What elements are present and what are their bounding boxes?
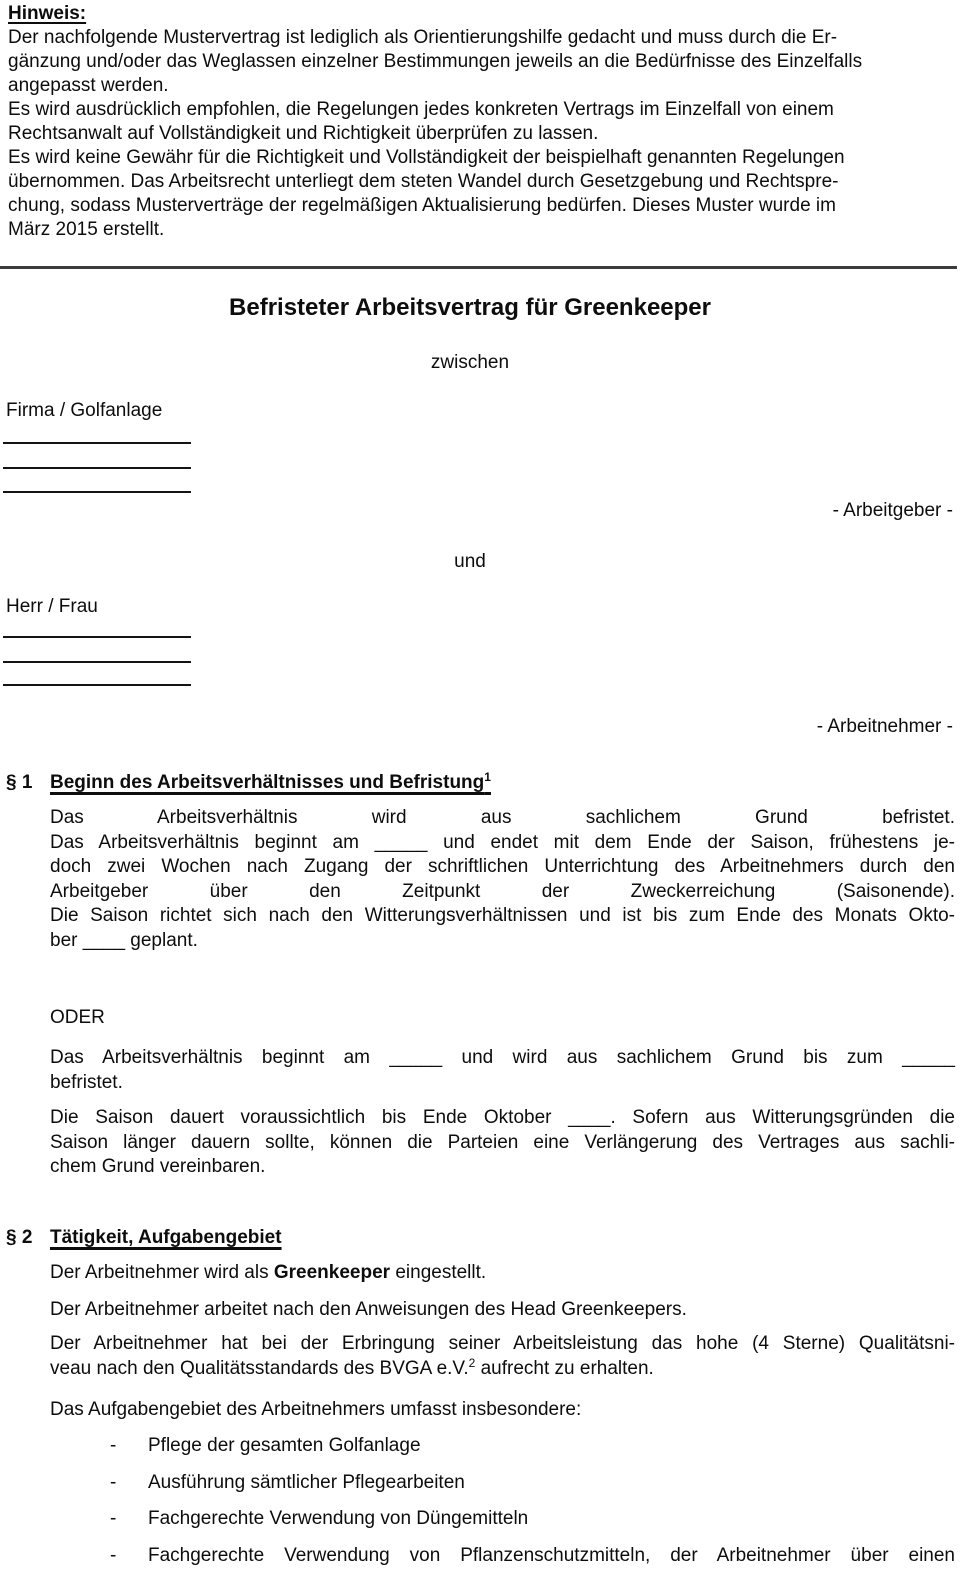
paragraph-line: Das Arbeitsverhältnis beginnt am _____ und wird aus sachlichem Grund bis zum _____ [50,1047,955,1068]
oder-label [50,1006,955,1031]
paragraph-line [50,1261,955,1286]
paragraph-line: doch zwei Wochen nach Zugang der schriftlichen Unterrichtung des Arbeitnehmers durch den [50,856,955,877]
task-list-item-text: Fachgerechte Verwendung von Düngemitteln [148,1508,529,1529]
paragraph-text: aufrecht zu erhalten. [475,1357,654,1379]
bullet-dash: - [110,1545,117,1566]
paragraph-line: chem Grund vereinbaren. [50,1156,266,1177]
notice-line: Es wird keine Gewähr für die Richtigkeit und Vollständigkeit der beispielhaft genannten Regelungen [8,147,845,168]
section-2-paragraph-4 [50,1398,955,1423]
contract-title: Befristeter Arbeitsvertrag für Greenkeeper [229,294,711,321]
employee-role-label: - Arbeitnehmer - [816,716,953,737]
employee-signature-line [3,684,191,686]
footnote-ref-1: 1 [484,770,491,784]
paragraph-text: Der Arbeitnehmer wird als [50,1262,274,1283]
notice-line: Der nachfolgende Mustervertrag ist lediglich als Orientierungshilfe gedacht und muss durch die Er- [8,27,838,48]
section-2-paragraph-1 [50,1261,955,1286]
task-list-item-text: Fachgerechte Verwendung von Pflanzenschutzmitteln, der Arbeitnehmer über einen [148,1545,955,1566]
section-1-paragraph-2 [50,1046,955,1095]
paragraph-line: Arbeitgeber über den Zeitpunkt der Zweckerreichung (Saisonende). [50,880,955,902]
employer-role-label: - Arbeitgeber - [832,500,953,521]
paragraph-line: Der Arbeitnehmer arbeitet nach den Anweisungen des Head Greenkeepers. [50,1299,687,1320]
paragraph-line: Das Arbeitsverhältnis beginnt am _____ und endet mit dem Ende der Saison, frühestens je- [50,831,955,853]
and-label: und [454,551,486,572]
task-list-item-text: Pflege der gesamten Golfanlage [148,1435,421,1456]
employee-signature-line [3,636,191,638]
notice-line: März 2015 erstellt. [8,219,165,240]
notice-heading: Hinweis: [8,3,87,24]
employee-signature-line [3,661,191,663]
employer-label: Firma / Golfanlage [6,400,163,421]
bullet-dash: - [110,1508,117,1529]
paragraph-text: veau nach den Qualitätsstandards des BVGA e.V. [50,1357,469,1379]
divider-line [0,266,957,269]
notice-heading-line [8,2,954,26]
paragraph-text: eingestellt. [390,1262,487,1283]
section-2-title: Tätigkeit, Aufgabengebiet [50,1227,282,1248]
paragraph-line: Das Aufgabengebiet des Arbeitnehmers umfasst insbesondere: [50,1399,582,1420]
employee-label: Herr / Frau [6,596,98,617]
notice-line: Rechtsanwalt auf Vollständigkeit und Richtigkeit überprüfen zu lassen. [8,123,599,144]
notice-block [8,2,954,242]
section-1-paragraph-3 [50,1106,955,1180]
task-list-item-text: Ausführung sämtlicher Pflegearbeiten [148,1472,465,1493]
paragraph-line: Der Arbeitnehmer hat bei der Erbringung seiner Arbeitsleistung das hohe (4 Sterne) Qualitätsni- [50,1333,955,1354]
section-1-title [50,772,491,794]
bullet-dash: - [110,1435,117,1456]
paragraph-line: Die Saison dauert voraussichtlich bis Ende Oktober ____. Sofern aus Witterungsgründen die [50,1107,955,1128]
notice-line: chung, sodass Musterverträge der regelmäßigen Aktualisierung bedürfen. Dieses Muster wurde im [8,195,836,216]
oder-text: ODER [50,1007,105,1028]
notice-line: übernommen. Das Arbeitsrecht unterliegt dem steten Wandel durch Gesetzgebung und Rechtspre- [8,171,839,192]
paragraph-line: Die Saison richtet sich nach den Witterungsverhältnissen und ist bis zum Ende des Monats Okto- [50,905,955,926]
paragraph-line: Saison länger dauern sollte, können die Parteien eine Verlängerung des Vertrages aus sachli- [50,1131,955,1153]
section-2-paragraph-3 [50,1332,955,1382]
paragraph-line: befristet. [50,1071,123,1093]
notice-line: angepasst werden. [8,75,169,96]
job-title-bold: Greenkeeper [273,1262,391,1283]
employer-signature-line [3,491,191,493]
employer-signature-line [3,442,191,444]
paragraph-line [50,1357,955,1383]
section-1-paragraph-1 [50,806,955,953]
between-label: zwischen [430,352,510,373]
section-2-paragraph-2 [50,1298,955,1323]
employer-signature-line [3,467,191,469]
paragraph-line: ber ____ geplant. [50,929,198,951]
notice-line: Es wird ausdrücklich empfohlen, die Regelungen jedes konkreten Vertrags im Einzelfall von einem [8,99,834,120]
section-2-number: § 2 [6,1227,33,1248]
section-1-title-text: Beginn des Arbeitsverhältnisses und Befristung [50,772,485,793]
section-1-number: § 1 [6,772,33,793]
notice-line: gänzung und/oder das Weglassen einzelner Bestimmungen jeweils an die Bedürfnisse des Einzelfalls [8,51,863,72]
paragraph-line: Das Arbeitsverhältnis wird aus sachlichem Grund befristet. [50,807,955,828]
bullet-dash: - [110,1472,117,1493]
footnote-ref-2: 2 [468,1355,476,1370]
